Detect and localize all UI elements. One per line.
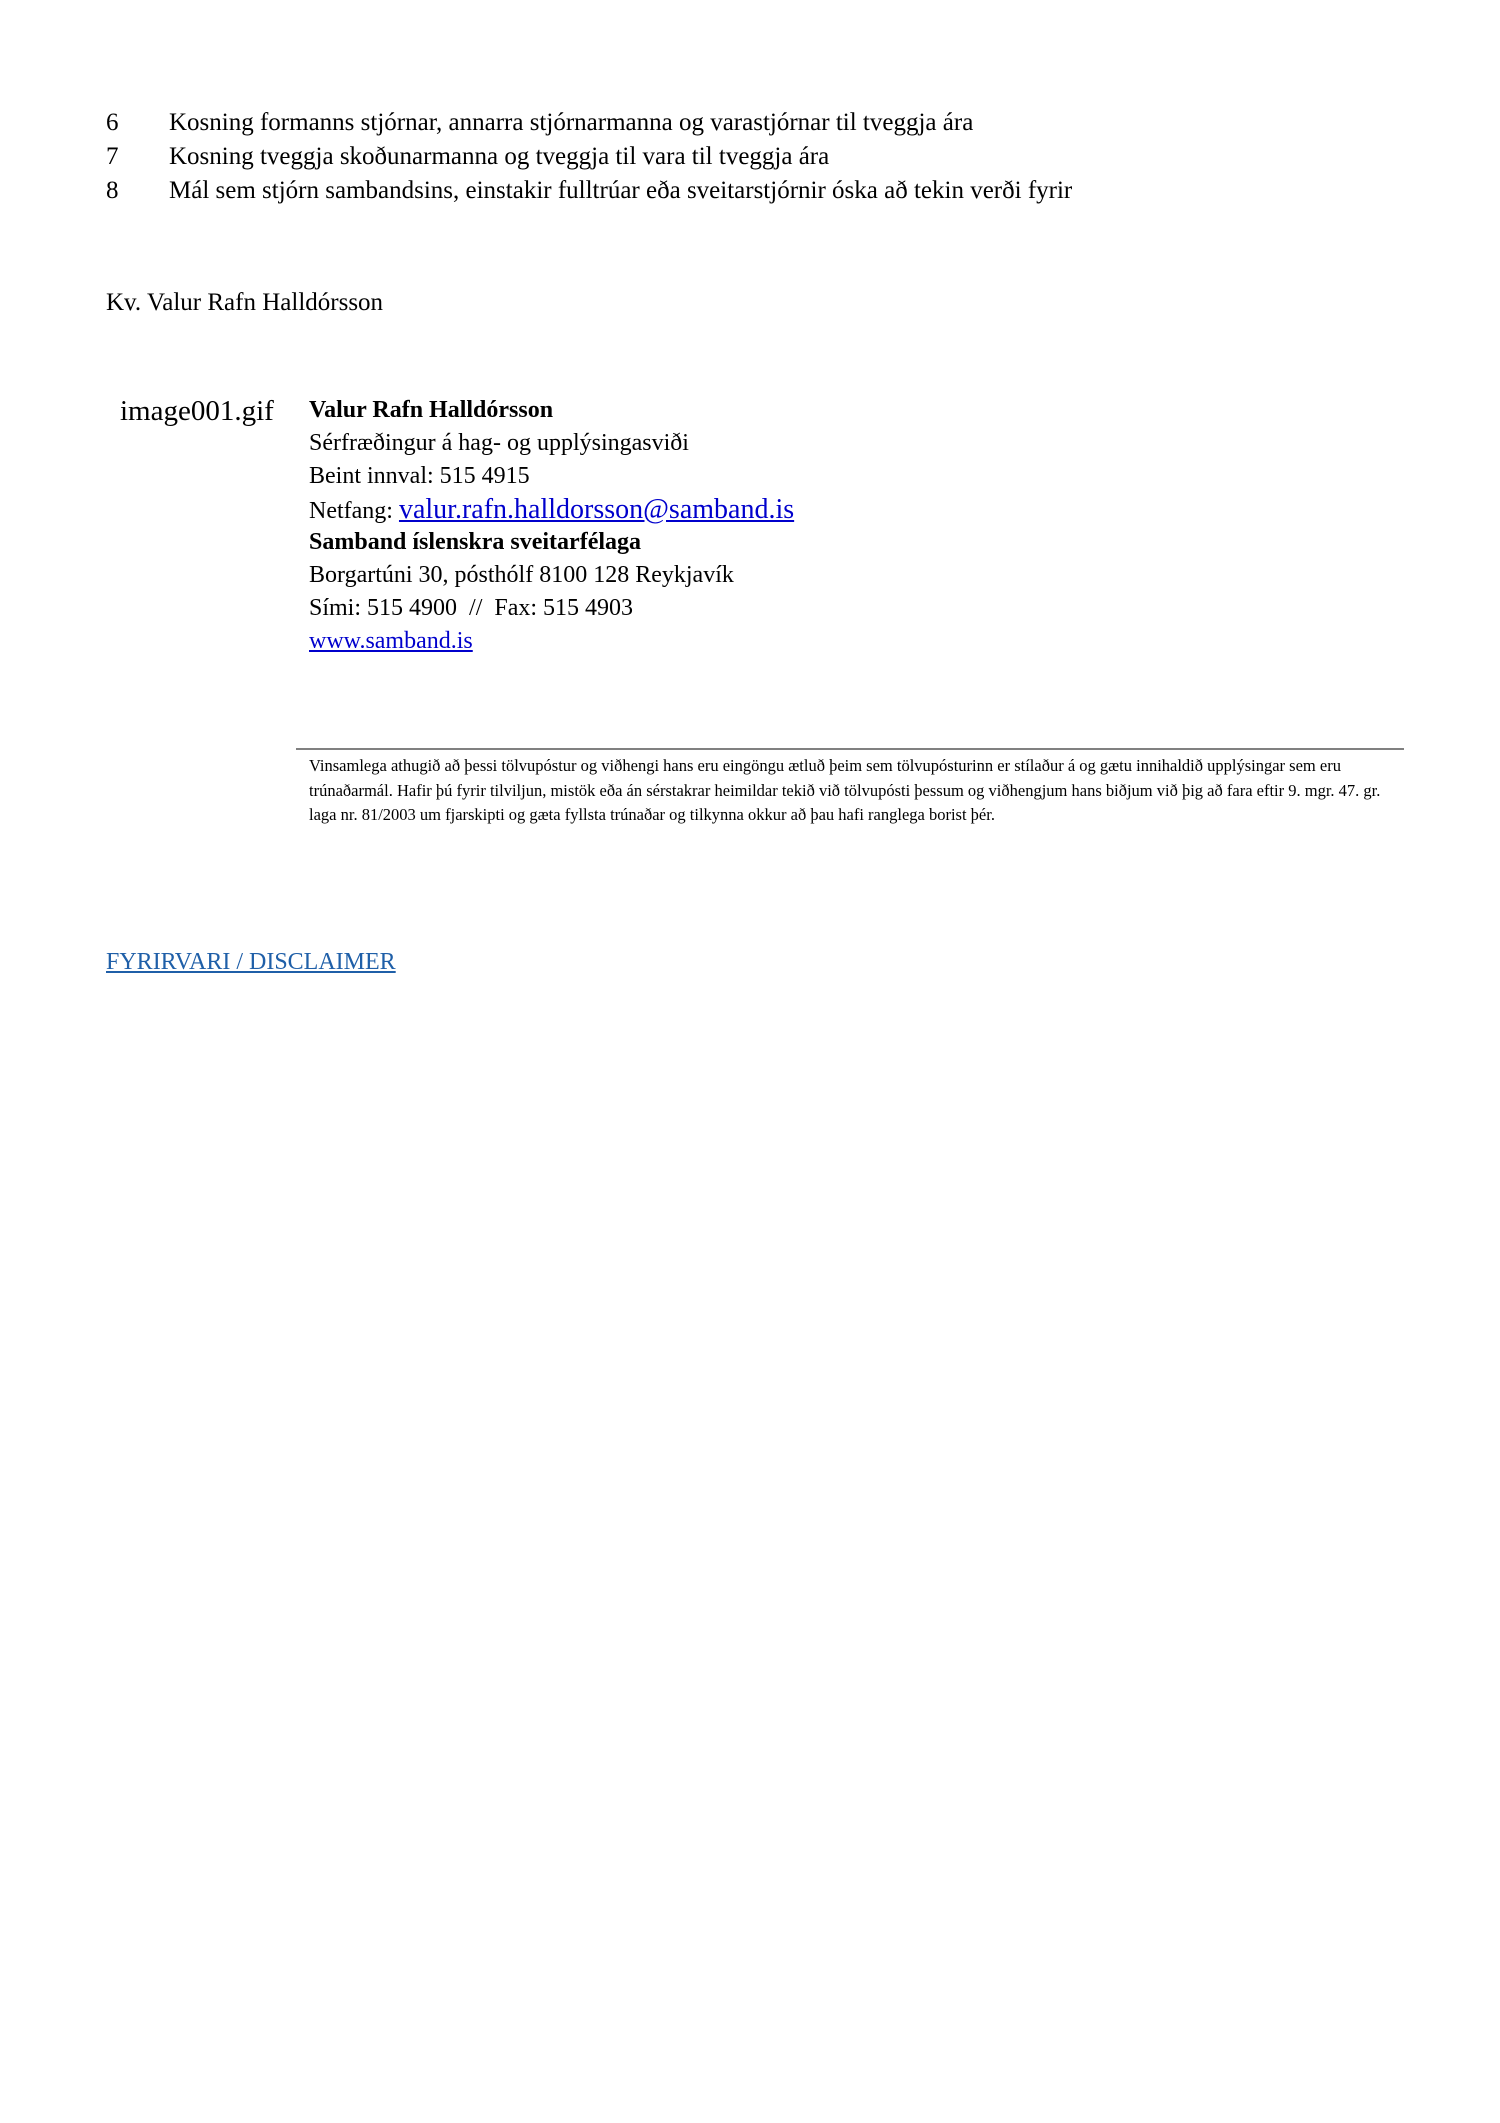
agenda-item-text: Kosning formanns stjórnar, annarra stjórnarmanna og varastjórnar til tveggja ára [169, 109, 974, 136]
signature-direct-line: Beint innval: 515 4915 [309, 463, 530, 489]
agenda-item-text: Kosning tveggja skoðunarmanna og tveggja til vara til tveggja ára [169, 143, 830, 170]
agenda-list [106, 106, 1072, 208]
signature-email-row [309, 493, 794, 526]
signature-name: Valur Rafn Halldórsson [309, 397, 554, 423]
signature-email-label: Netfang: [309, 498, 399, 524]
signature-website-link[interactable]: www.samband.is [309, 628, 473, 654]
agenda-item-number: 8 [106, 177, 119, 204]
signature-image-placeholder: image001.gif [120, 395, 274, 427]
signature-title: Sérfræðingur á hag- og upplýsingasviði [309, 430, 689, 456]
signature-phone-fax: Sími: 515 4900 // Fax: 515 4903 [309, 595, 634, 621]
signature-website-row [309, 625, 794, 658]
agenda-item-number: 7 [106, 143, 119, 170]
closing-greeting: Kv. Valur Rafn Halldórsson [106, 289, 384, 316]
email-signature [309, 394, 794, 658]
signature-address: Borgartúni 30, pósthólf 8100 128 Reykjavík [309, 562, 734, 588]
agenda-item-number: 6 [106, 109, 119, 136]
signature-email-link[interactable]: valur.rafn.halldorsson@samband.is [398, 494, 795, 525]
signature-organization: Samband íslenskra sveitarfélaga [309, 529, 642, 555]
agenda-item [106, 174, 1072, 208]
confidentiality-notice: Vinsamlega athugið að þessi tölvupóstur og viðhengi hans eru eingöngu ætluð þeim sem tölvupósturinn er stílaður á og gætu innihaldið upplýsingar sem eru trúnaðarmál. Hafir þú fyrir tilviljun, mistök eða án sérstakrar heimildar tekið við tölvupósti þessum og viðhengjum hans biðjum við þig að fara eftir 9. mgr. 47. gr. laga nr. 81/2003 um fjarskipti og gæta fyllsta trúnaðar og tilkynna okkur að þau hafi ranglega borist þér. [309, 756, 1381, 824]
agenda-item-text: Mál sem stjórn sambandsins, einstakir fulltrúar eða sveitarstjórnir óska að tekin verði fyrir [169, 177, 1073, 204]
agenda-item [106, 106, 1072, 140]
disclaimer-link[interactable]: FYRIRVARI / DISCLAIMER [106, 949, 396, 975]
agenda-item [106, 140, 1072, 174]
signature-divider [296, 748, 1404, 750]
